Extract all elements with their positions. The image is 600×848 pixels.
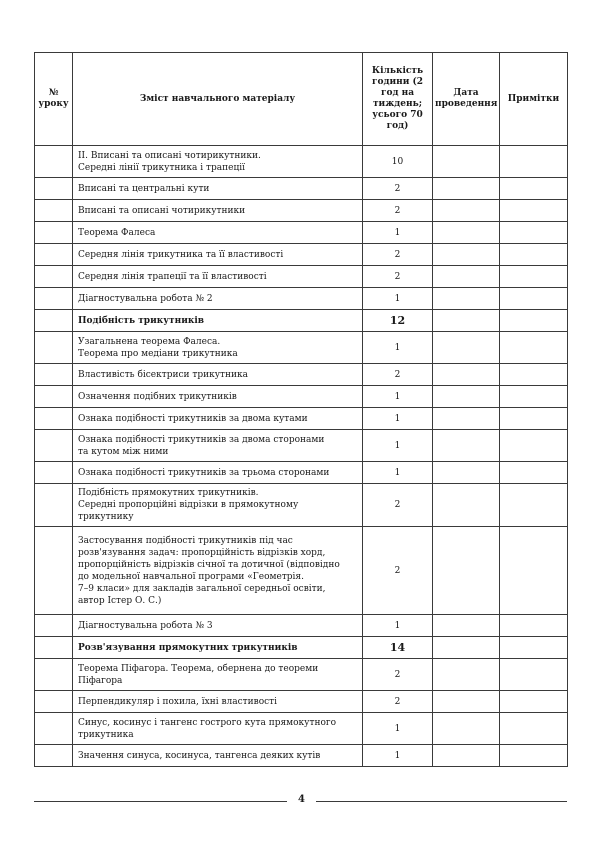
date-cell bbox=[433, 430, 500, 462]
topic-cell bbox=[73, 200, 363, 222]
notes-cell bbox=[500, 408, 568, 430]
lesson-number-cell bbox=[35, 200, 73, 222]
lesson-plan-page bbox=[34, 52, 567, 767]
topic-cell bbox=[73, 462, 363, 484]
topic-cell bbox=[73, 713, 363, 745]
table-row bbox=[35, 659, 568, 691]
table-row bbox=[35, 266, 568, 288]
topic-line: Перпендикуляр і похила, їхні властивості bbox=[78, 696, 278, 707]
hours-cell: 2 bbox=[363, 200, 433, 222]
date-cell bbox=[433, 745, 500, 767]
notes-cell bbox=[500, 745, 568, 767]
topic-line: розв'язування задач: пропорційність відрізків хорд, bbox=[78, 547, 326, 558]
topic-cell bbox=[73, 408, 363, 430]
date-cell bbox=[433, 408, 500, 430]
hours-cell: 1 bbox=[363, 332, 433, 364]
notes-cell bbox=[500, 659, 568, 691]
date-cell bbox=[433, 637, 500, 659]
topic-line: Вписані та центральні кути bbox=[78, 183, 210, 194]
topic-line: Піфагора bbox=[78, 675, 123, 686]
table-body bbox=[35, 146, 568, 767]
topic-line: Середня лінія трапеції та її властивості bbox=[78, 271, 267, 282]
topic-cell bbox=[73, 615, 363, 637]
topic-line: Середня лінія трикутника та її властивості bbox=[78, 249, 284, 260]
hours-cell: 1 bbox=[363, 713, 433, 745]
notes-cell bbox=[500, 244, 568, 266]
topic-line: ІІ. Вписані та описані чотирикутники. bbox=[78, 150, 261, 161]
date-cell bbox=[433, 310, 500, 332]
header-content: Зміст навчального матеріалу bbox=[73, 53, 363, 146]
topic-cell bbox=[73, 266, 363, 288]
topic-cell bbox=[73, 222, 363, 244]
topic-line: Подібність трикутників bbox=[78, 315, 205, 326]
topic-line: Діагностувальна робота № 3 bbox=[78, 620, 213, 631]
lesson-number-cell bbox=[35, 178, 73, 200]
topic-cell bbox=[73, 691, 363, 713]
lesson-number-cell bbox=[35, 244, 73, 266]
date-cell bbox=[433, 615, 500, 637]
lesson-number-cell bbox=[35, 527, 73, 615]
header-lesson-number: № уроку bbox=[35, 53, 73, 146]
topic-line: трикутнику bbox=[78, 512, 134, 522]
notes-cell bbox=[500, 310, 568, 332]
hours-cell: 1 bbox=[363, 430, 433, 462]
hours-cell: 2 bbox=[363, 484, 433, 527]
hours-cell: 14 bbox=[363, 637, 433, 659]
date-cell bbox=[433, 178, 500, 200]
topic-line: Вписані та описані чотирикутники bbox=[78, 205, 246, 216]
topic-line: пропорційність відрізків січної та дотичної (відповідно bbox=[78, 559, 340, 570]
footer-rule-left bbox=[34, 801, 287, 802]
lesson-number-cell bbox=[35, 266, 73, 288]
hours-cell: 1 bbox=[363, 386, 433, 408]
topic-line: Теорема Піфагора. Теорема, обернена до теореми bbox=[78, 663, 319, 674]
hours-cell: 2 bbox=[363, 527, 433, 615]
page-footer bbox=[34, 792, 567, 812]
date-cell bbox=[433, 462, 500, 484]
table-row bbox=[35, 222, 568, 244]
notes-cell bbox=[500, 288, 568, 310]
topic-cell bbox=[73, 659, 363, 691]
table-row bbox=[35, 178, 568, 200]
notes-cell bbox=[500, 430, 568, 462]
table-row bbox=[35, 146, 568, 178]
footer-rule-right bbox=[316, 801, 567, 802]
table-row bbox=[35, 462, 568, 484]
table-row bbox=[35, 430, 568, 462]
topic-line: 7–9 класи» для закладів загальної середньої освіти, bbox=[78, 583, 326, 594]
topic-line: Синус, косинус і тангенс гострого кута прямокутного bbox=[78, 717, 337, 728]
topic-cell bbox=[73, 244, 363, 266]
hours-cell: 1 bbox=[363, 222, 433, 244]
notes-cell bbox=[500, 713, 568, 745]
topic-line: Розв'язування прямокутних трикутників bbox=[78, 642, 298, 653]
date-cell bbox=[433, 288, 500, 310]
header-notes: Примітки bbox=[500, 53, 568, 146]
date-cell bbox=[433, 484, 500, 527]
topic-line: до модельної навчальної програми «Геометрія. bbox=[78, 571, 304, 582]
table-row bbox=[35, 615, 568, 637]
topic-line: та кутом між ними bbox=[78, 446, 169, 457]
date-cell bbox=[433, 146, 500, 178]
hours-cell: 1 bbox=[363, 288, 433, 310]
topic-cell bbox=[73, 310, 363, 332]
table-row bbox=[35, 691, 568, 713]
lesson-number-cell bbox=[35, 310, 73, 332]
topic-line: Ознака подібності трикутників за двома кутами bbox=[78, 413, 308, 424]
hours-cell: 1 bbox=[363, 615, 433, 637]
hours-cell: 2 bbox=[363, 659, 433, 691]
page-number: 4 bbox=[298, 794, 305, 805]
lesson-number-cell bbox=[35, 430, 73, 462]
date-cell bbox=[433, 713, 500, 745]
topic-line: Значення синуса, косинуса, тангенса деяких кутів bbox=[78, 750, 321, 761]
lesson-number-cell bbox=[35, 288, 73, 310]
table-row bbox=[35, 244, 568, 266]
lesson-number-cell bbox=[35, 222, 73, 244]
notes-cell bbox=[500, 484, 568, 527]
date-cell bbox=[433, 332, 500, 364]
topic-cell bbox=[73, 332, 363, 364]
header-date: Дата проведення bbox=[433, 53, 500, 146]
table-row bbox=[35, 310, 568, 332]
table-row bbox=[35, 745, 568, 767]
topic-cell bbox=[73, 637, 363, 659]
topic-cell bbox=[73, 364, 363, 386]
lesson-number-cell bbox=[35, 408, 73, 430]
hours-cell: 1 bbox=[363, 745, 433, 767]
topic-line: Теорема про медіани трикутника bbox=[78, 348, 238, 359]
topic-cell bbox=[73, 484, 363, 527]
notes-cell bbox=[500, 332, 568, 364]
topic-cell bbox=[73, 146, 363, 178]
table-row bbox=[35, 408, 568, 430]
lesson-number-cell bbox=[35, 691, 73, 713]
table-row bbox=[35, 527, 568, 615]
date-cell bbox=[433, 691, 500, 713]
date-cell bbox=[433, 266, 500, 288]
table-row bbox=[35, 332, 568, 364]
hours-cell: 1 bbox=[363, 462, 433, 484]
hours-cell: 2 bbox=[363, 266, 433, 288]
topic-cell bbox=[73, 527, 363, 615]
lesson-number-cell bbox=[35, 745, 73, 767]
hours-cell: 2 bbox=[363, 244, 433, 266]
table-row bbox=[35, 637, 568, 659]
topic-cell bbox=[73, 386, 363, 408]
lesson-number-cell bbox=[35, 484, 73, 527]
topic-line: Властивість бісектриси трикутника bbox=[78, 369, 248, 380]
topic-cell bbox=[73, 288, 363, 310]
date-cell bbox=[433, 527, 500, 615]
topic-line: Теорема Фалеса bbox=[78, 227, 156, 238]
topic-line: Узагальнена теорема Фалеса. bbox=[78, 336, 221, 347]
notes-cell bbox=[500, 364, 568, 386]
notes-cell bbox=[500, 266, 568, 288]
topic-cell bbox=[73, 178, 363, 200]
topic-cell bbox=[73, 430, 363, 462]
table-row bbox=[35, 386, 568, 408]
notes-cell bbox=[500, 386, 568, 408]
table-row bbox=[35, 288, 568, 310]
date-cell bbox=[433, 200, 500, 222]
hours-cell: 2 bbox=[363, 178, 433, 200]
notes-cell bbox=[500, 691, 568, 713]
notes-cell bbox=[500, 200, 568, 222]
notes-cell bbox=[500, 615, 568, 637]
lesson-number-cell bbox=[35, 615, 73, 637]
notes-cell bbox=[500, 462, 568, 484]
table-row bbox=[35, 484, 568, 527]
topic-line: Середні пропорційні відрізки в прямокутному bbox=[78, 500, 299, 510]
date-cell bbox=[433, 364, 500, 386]
lesson-number-cell bbox=[35, 713, 73, 745]
topic-line: Ознака подібності трикутників за двома сторонами bbox=[78, 434, 325, 445]
notes-cell bbox=[500, 527, 568, 615]
hours-cell: 12 bbox=[363, 310, 433, 332]
lesson-number-cell bbox=[35, 146, 73, 178]
lesson-number-cell bbox=[35, 462, 73, 484]
lesson-number-cell bbox=[35, 659, 73, 691]
topic-line: Середні лінії трикутника і трапеції bbox=[78, 162, 245, 173]
table-row bbox=[35, 364, 568, 386]
lesson-number-cell bbox=[35, 332, 73, 364]
hours-cell: 10 bbox=[363, 146, 433, 178]
notes-cell bbox=[500, 178, 568, 200]
lesson-number-cell bbox=[35, 637, 73, 659]
date-cell bbox=[433, 222, 500, 244]
topic-line: Діагностувальна робота № 2 bbox=[78, 293, 213, 304]
lesson-number-cell bbox=[35, 364, 73, 386]
date-cell bbox=[433, 659, 500, 691]
topic-line: трикутника bbox=[78, 729, 134, 740]
date-cell bbox=[433, 244, 500, 266]
table-row bbox=[35, 200, 568, 222]
topic-cell bbox=[73, 745, 363, 767]
table-row bbox=[35, 713, 568, 745]
hours-cell: 2 bbox=[363, 691, 433, 713]
header-hours: Кількість години (2 год на тиждень; усього 70 год) bbox=[363, 53, 433, 146]
topic-line: Застосування подібності трикутників під час bbox=[78, 535, 293, 546]
lesson-plan-table bbox=[34, 52, 568, 767]
hours-cell: 2 bbox=[363, 364, 433, 386]
topic-line: Ознака подібності трикутників за трьома сторонами bbox=[78, 467, 330, 478]
notes-cell bbox=[500, 637, 568, 659]
notes-cell bbox=[500, 146, 568, 178]
topic-line: Означення подібних трикутників bbox=[78, 391, 237, 402]
table-header-row bbox=[35, 53, 568, 146]
hours-cell: 1 bbox=[363, 408, 433, 430]
topic-line: автор Істер О. С.) bbox=[78, 595, 162, 606]
lesson-number-cell bbox=[35, 386, 73, 408]
topic-line: Подібність прямокутних трикутників. bbox=[78, 488, 259, 498]
date-cell bbox=[433, 386, 500, 408]
notes-cell bbox=[500, 222, 568, 244]
